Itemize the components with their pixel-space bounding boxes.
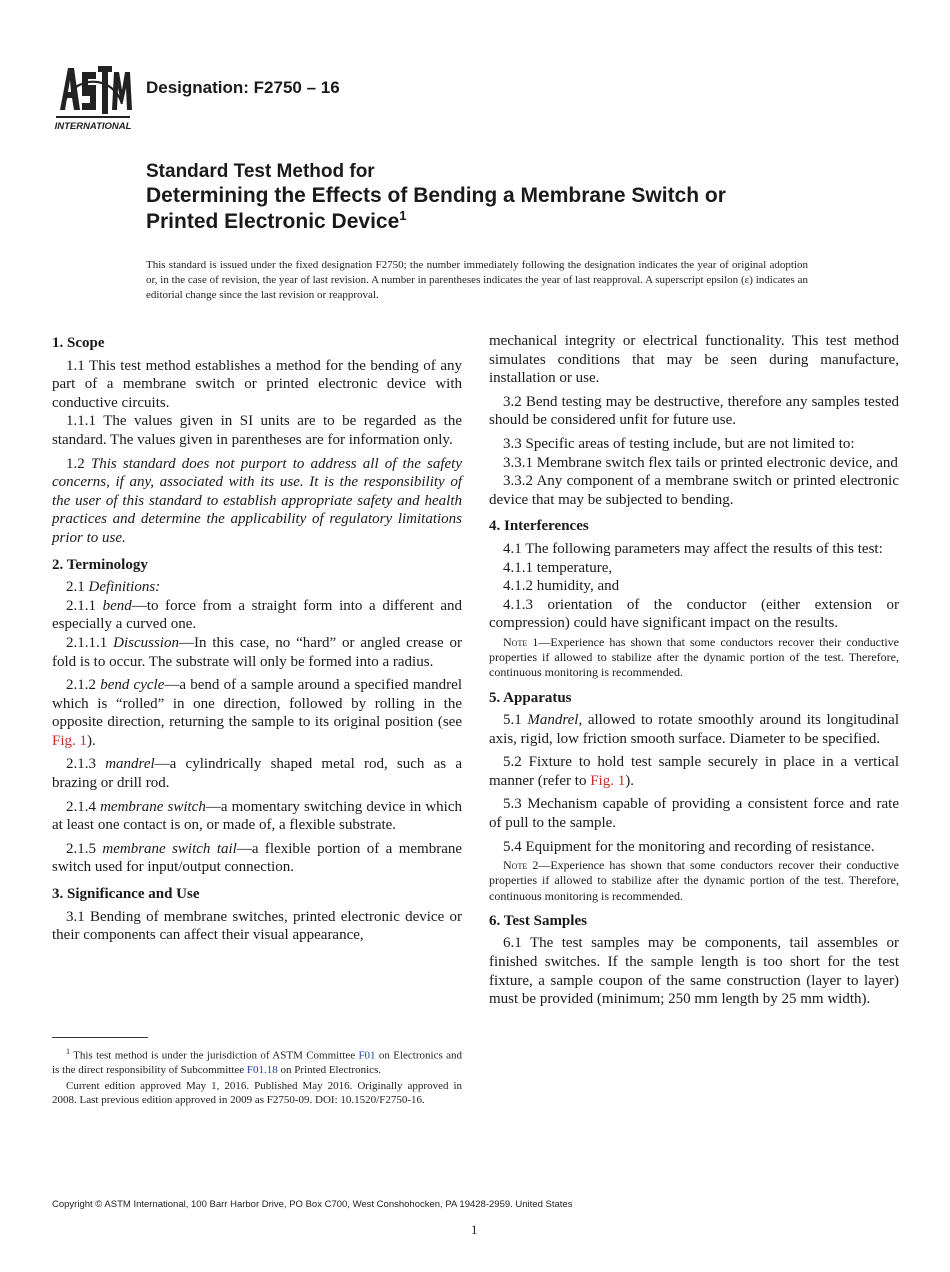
footnotes: [52, 1045, 462, 1109]
title-line-3: Printed Electronic Device$^1$: [146, 208, 407, 233]
astm-logo-icon: [50, 56, 136, 134]
paragraph-3-1: 3.1 Bending of membrane switches, printed electronic device or their components can affect their visual appearance,: [52, 908, 462, 944]
right-column: [489, 332, 899, 1009]
section-heading-test-samples: 6. Test Samples: [489, 912, 587, 929]
paragraph-1-1-1: 1.1.1 The values given in SI units are to be regarded as the standard. The values given in parentheses are for information only.: [52, 413, 462, 448]
paragraph-3-3: 3.3 Specific areas of testing include, but are not limited to:: [503, 435, 855, 452]
logo-wordmark: INTERNATIONAL: [54, 121, 132, 132]
paragraph-5-2: 5.2 Fixture to hold test sample securely in place in a vertical manner (refer to Fig. 1).: [489, 754, 899, 789]
figure-1-link[interactable]: Fig. 1: [52, 732, 88, 749]
title-line-2: Determining the Effects of Bending a Membrane Switch or: [146, 184, 726, 207]
footnote-divider: [52, 1037, 148, 1038]
committee-f01-link[interactable]: F01: [358, 1049, 376, 1062]
section-heading-significance: 3. Significance and Use: [52, 886, 200, 903]
document-title: [146, 160, 886, 235]
left-column: [52, 332, 462, 945]
footnote-edition: Current edition approved May 1, 2016. Published May 2016. Originally approved in 2008. Last previous edition approved in 2009 as F2750-09. DOI: 10.1520/F2750-16.: [52, 1079, 462, 1107]
paragraph-4-1-3: 4.1.3 orientation of the conductor (either extension or compression) could have significant impact on the results.: [489, 596, 899, 632]
paragraph-2-1-1: 2.1.1 bend—to force from a straight form into a different and especially a curved one.: [52, 597, 462, 633]
paragraph-2-1-1-1: 2.1.1.1 Discussion—In this case, no “hard” or angled crease or fold is to occur. The substrate will only be formed into a radius.: [52, 634, 463, 670]
paragraph-4-1: 4.1 The following parameters may affect the results of this test:: [503, 540, 883, 557]
paragraph-1-2: 1.2 This standard does not purport to address all of the safety concerns, if any, associated with its use. It is the responsibility of the user of this standard to establish appropriate safety and health practices and determine the applicability of regulatory limitations prior to use.: [52, 455, 463, 546]
paragraph-3-2: 3.2 Bend testing may be destructive, therefore any samples tested should be considered unfit for future use.: [489, 393, 899, 429]
section-heading-interferences: 4. Interferences: [489, 518, 589, 535]
title-footnote-mark: 1: [399, 208, 407, 223]
paragraph-5-3: 5.3 Mechanism capable of providing a consistent force and rate of pull to the sample.: [489, 796, 899, 832]
designation: Designation: F2750 – 16: [146, 78, 340, 97]
paragraph-3-3-1: 3.3.1 Membrane switch flex tails or printed electronic device, and: [503, 454, 898, 471]
preamble: This standard is issued under the fixed designation F2750; the number immediately following the designation indicates the year of original adoption or, in the case of revision, the year of last revision. A number in parentheses indicates the year of last reapproval. A superscript epsilon (ε) indicates an editorial change since the last revision or reapproval.: [146, 259, 808, 301]
paragraph-2-1-3: 2.1.3 mandrel—a cylindrically shaped metal rod, such as a brazing or drill rod.: [52, 756, 463, 792]
paragraph-4-1-1: 4.1.1 temperature,: [503, 559, 613, 576]
figure-1-link[interactable]: Fig. 1: [590, 772, 626, 789]
section-heading-scope: 1. Scope: [52, 335, 105, 351]
section-heading-apparatus: 5. Apparatus: [489, 689, 572, 706]
paragraph-1-1: 1.1 This test method establishes a method for the bending of any part of a membrane switch or printed electronic device with conductive circuits.: [52, 357, 462, 411]
paragraph-3-1-continued: mechanical integrity or electrical functionality. This test method simulates conditions that may be seen during manufacture, installation or use.: [489, 333, 899, 387]
paragraph-2-1: 2.1 Definitions:: [66, 579, 161, 596]
paragraph-4-1-2: 4.1.2 humidity, and: [503, 578, 620, 595]
subcommittee-f01-18-link[interactable]: F01.18: [246, 1064, 278, 1077]
note-1: Note 1—Experience has shown that some conductors recover their conductive properties if allowed to stabilize after the dynamic portion of the test. Therefore, continuous monitoring is recommended.: [489, 634, 900, 680]
footnote-1: $^1$ This test method is under the jurisdiction of ASTM Committee F01 on Electronics and is the direct responsibility of Subcommittee F01.18 on Printed Electronics.: [52, 1047, 462, 1077]
section-heading-terminology: 2. Terminology: [52, 556, 148, 573]
note-2: Note 2—Experience has shown that some conductors recover their conductive properties if allowed to stabilize after the dynamic portion of the test. Therefore, continuous monitoring is recommended.: [489, 858, 900, 903]
paragraph-2-1-2: 2.1.2 bend cycle—a bend of a sample around a specified mandrel which is “rolled” in one direction, followed by rolling in the opposite direction, returning the sample to its original position (see Fig. 1).: [52, 677, 462, 749]
page-number: 1: [471, 1222, 478, 1237]
paragraph-2-1-4: 2.1.4 membrane switch—a momentary switching device in which at least one contact is on, or made of, a flexible substrate.: [52, 798, 462, 834]
paragraph-5-1: 5.1 Mandrel, allowed to rotate smoothly around its longitudinal axis, rigid, low friction smooth surface. Diameter to be specified.: [489, 712, 899, 747]
copyright-notice: Copyright © ASTM International, 100 Barr Harbor Drive, PO Box C700, West Conshohocken, PA 19428-2959. United States: [52, 1199, 573, 1210]
title-line-1: Standard Test Method for: [146, 161, 375, 182]
paragraph-2-1-5: 2.1.5 membrane switch tail—a flexible portion of a membrane switch used for input/output connection.: [52, 840, 463, 876]
paragraph-6-1: 6.1 The test samples may be components, tail assembles or finished switches. If the sample length is too short for the test fixture, a sample coupon of the same construction (layer to layer) must be provided (minimum; 250 mm length by 25 mm width).: [489, 935, 899, 1008]
paragraph-5-4: 5.4 Equipment for the monitoring and recording of resistance.: [503, 838, 875, 855]
paragraph-3-3-2: 3.3.2 Any component of a membrane switch or printed electronic device that may be subjected to bending.: [489, 473, 899, 508]
